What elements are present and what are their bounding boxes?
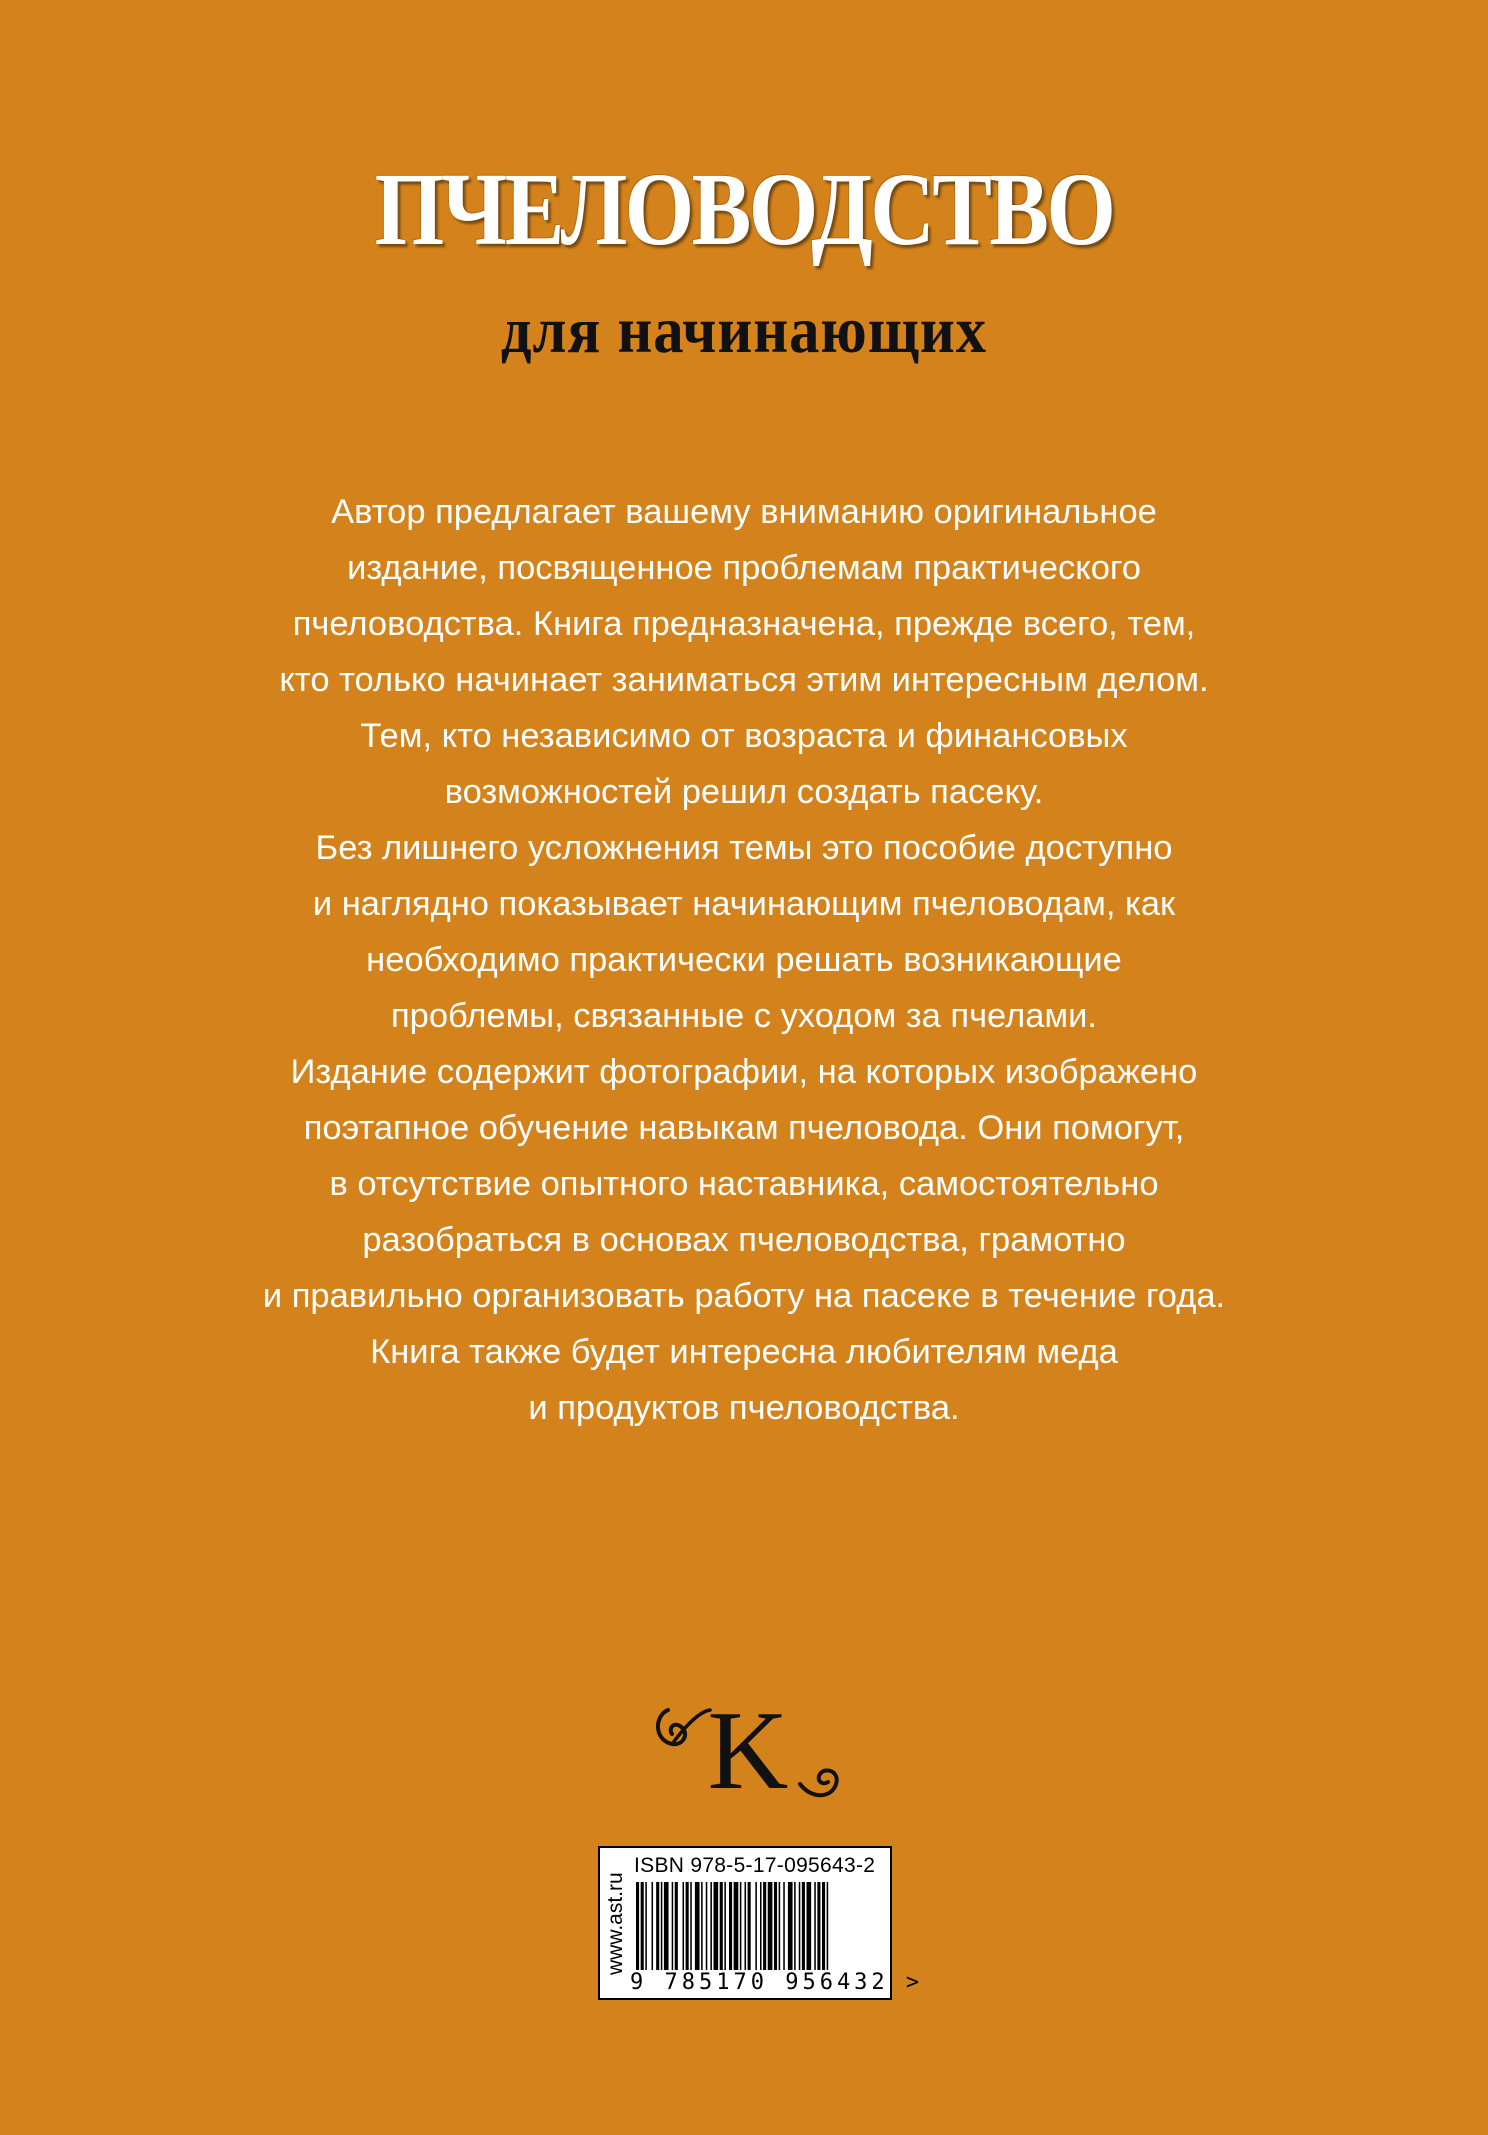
description-line: необходимо практически решать возникающие [366, 941, 1122, 979]
barcode-bar [729, 1882, 732, 1970]
barcode-bar [768, 1882, 773, 1970]
publisher-website: www.ast.ru [604, 1872, 627, 1976]
barcode-bar [645, 1882, 647, 1970]
description-line: поэтапное обучение навыкам пчеловода. Они помогут, [303, 1109, 1185, 1147]
barcode-bar [724, 1882, 726, 1970]
barcode-bar [814, 1882, 816, 1970]
barcode [634, 1882, 888, 1970]
barcode-bar [740, 1882, 742, 1970]
barcode-bar [720, 1882, 723, 1970]
description-line: и продуктов пчеловодства. [528, 1389, 960, 1427]
barcode-bar [714, 1882, 719, 1970]
description-line: кто только начинает заниматься этим интересным делом. [279, 661, 1209, 699]
barcode-bar [706, 1882, 708, 1970]
description-line: Тем, кто независимо от возраста и финансовых [360, 717, 1128, 755]
book-subtitle: для начинающих [500, 294, 988, 367]
barcode-bar [827, 1882, 829, 1970]
barcode-bar [683, 1882, 685, 1970]
barcode-bar [817, 1882, 820, 1970]
barcode-bar [822, 1882, 825, 1970]
description-line: Автор предлагает вашему вниманию оригинальное [331, 493, 1157, 531]
barcode-bar [755, 1882, 757, 1970]
barcode-bar [664, 1882, 669, 1970]
barcode-bar [799, 1882, 801, 1970]
barcode-bar [652, 1882, 654, 1970]
barcode-bar [695, 1882, 700, 1970]
barcode-bar [802, 1882, 805, 1970]
barcode-bar [774, 1882, 777, 1970]
barcode-bar [794, 1882, 796, 1970]
barcode-bar [748, 1882, 751, 1970]
barcode-bar [641, 1882, 644, 1970]
description-line: и наглядно показывает начинающим пчеловодам, как [312, 885, 1176, 923]
barcode-bar [807, 1882, 812, 1970]
barcode-bar [760, 1882, 762, 1970]
description-line: возможностей решил создать пасеку. [444, 773, 1044, 811]
publisher-logo [650, 1680, 850, 1820]
barcode-bar [734, 1882, 739, 1970]
description-line: Книга также будет интересна любителям меда [370, 1333, 1118, 1371]
barcode-number: 9 785170 956432 > [630, 1970, 924, 1995]
barcode-bar [788, 1882, 793, 1970]
book-title: ПЧЕЛОВОДСТВО [374, 152, 1114, 267]
barcode-bar [690, 1882, 692, 1970]
logo-letter: K [707, 1689, 789, 1813]
barcode-bar [636, 1882, 639, 1970]
description-line: Издание содержит фотографии, на которых изображено [290, 1053, 1198, 1091]
isbn-label: ISBN 978-5-17-095643-2 [634, 1854, 876, 1877]
isbn-barcode-panel [598, 1846, 924, 2000]
description-line: Без лишнего усложнения темы это пособие доступно [315, 829, 1173, 867]
description-line: и правильно организовать работу на пасеке в течение года. [262, 1277, 1226, 1315]
barcode-bar [701, 1882, 703, 1970]
barcode-bar [656, 1882, 659, 1970]
barcode-bar [661, 1882, 663, 1970]
barcode-bar [745, 1882, 747, 1970]
barcode-bar [710, 1882, 712, 1970]
barcode-bar [763, 1882, 766, 1970]
barcode-bar [675, 1882, 678, 1970]
description-line: проблемы, связанные с уходом за пчелами. [390, 997, 1097, 1035]
barcode-bar [686, 1882, 689, 1970]
description-line: разобраться в основах пчеловодства, грамотно [362, 1221, 1126, 1259]
description-line: пчеловодства. Книга предназначена, прежде всего, тем, [292, 605, 1196, 643]
barcode-bar [779, 1882, 781, 1970]
description-line: в отсутствие опытного наставника, самостоятельно [329, 1165, 1159, 1203]
book-description [200, 484, 1288, 1436]
barcode-bar [783, 1882, 785, 1970]
description-line: издание, посвященное проблемам практического [347, 549, 1141, 587]
barcode-bar [672, 1882, 674, 1970]
